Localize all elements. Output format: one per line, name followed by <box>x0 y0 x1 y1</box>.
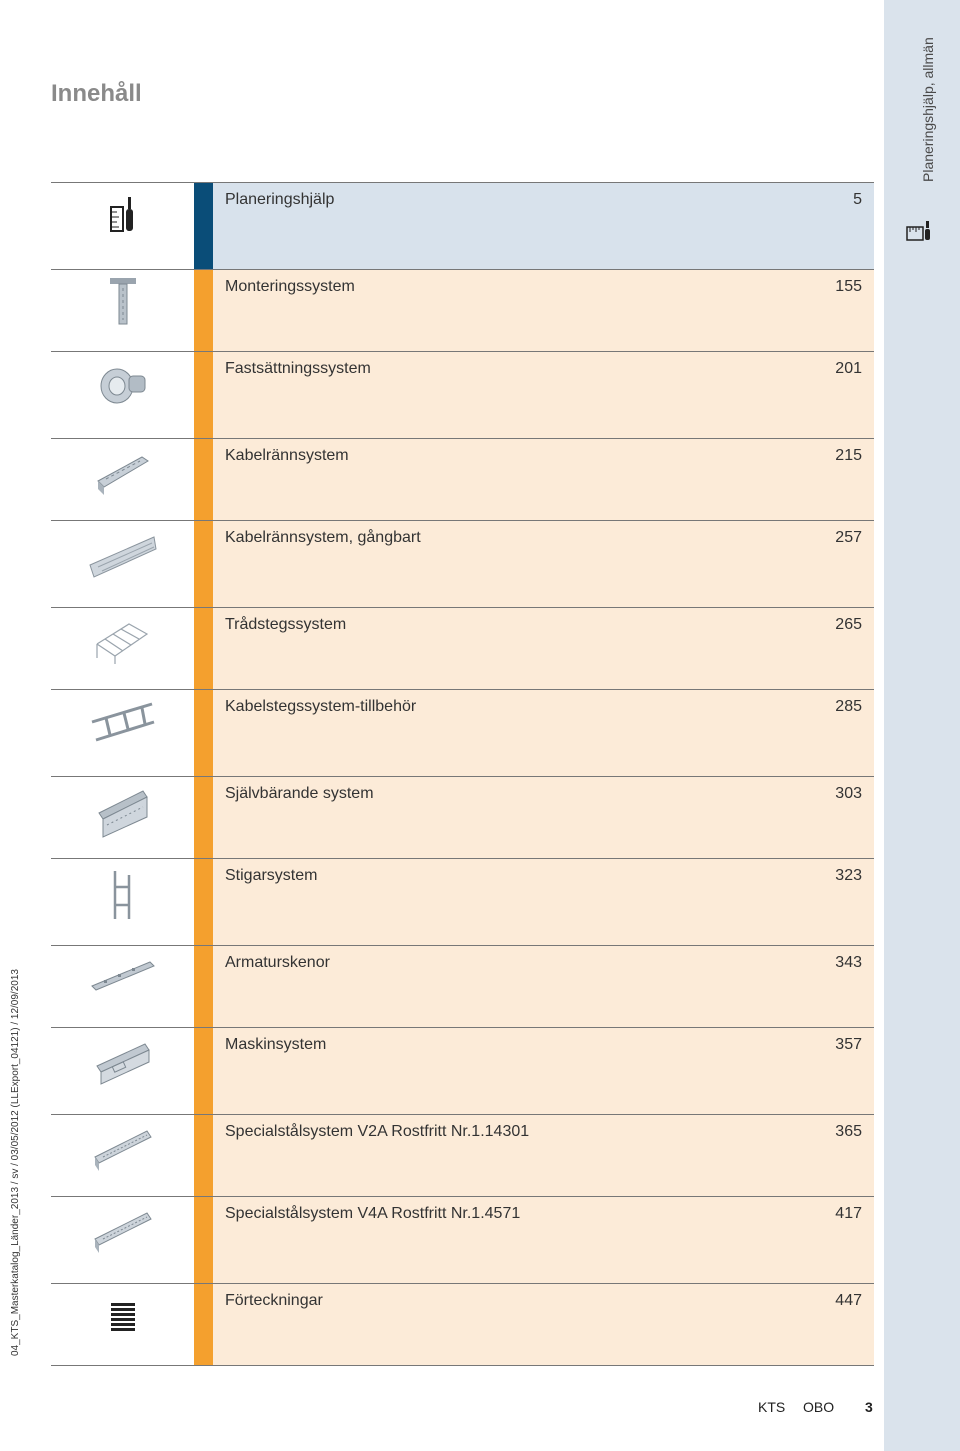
toc-row-label[interactable]: Fastsättningssystem <box>225 360 371 377</box>
table-of-contents <box>51 182 874 1366</box>
long-span-tray-icon <box>97 787 149 839</box>
toc-row-label[interactable]: Stigarsystem <box>225 867 318 884</box>
row-color-stripe <box>194 270 213 351</box>
toc-row-page[interactable]: 365 <box>835 1123 862 1140</box>
cable-tray-icon <box>96 449 150 497</box>
toc-row-page[interactable]: 155 <box>835 278 862 295</box>
print-metadata: 04_KTS_Masterkatalog_Länder_2013 / sv / 03/05/2012 (LLExport_04121) / 12/09/2013 <box>10 969 21 1356</box>
footer-brand-obo: OBO <box>803 1399 835 1415</box>
stainless-tray-v4a-icon <box>93 1207 153 1257</box>
wire-mesh-tray-icon <box>95 618 151 666</box>
mounting-post-icon <box>108 276 138 326</box>
side-tab-label: Planeringshjälp, allmän <box>920 37 936 182</box>
toc-row-page[interactable]: 343 <box>835 954 862 971</box>
ruler-screwdriver-icon <box>906 220 934 242</box>
toc-row[interactable] <box>51 859 874 946</box>
toc-row[interactable] <box>51 1115 874 1197</box>
walkable-tray-icon <box>88 531 158 581</box>
footer-brand-kts: KTS <box>758 1399 786 1415</box>
machine-tray-icon <box>95 1038 151 1086</box>
row-color-stripe <box>194 521 213 607</box>
luminaire-rail-icon <box>90 956 156 996</box>
cable-ladder-icon <box>90 700 156 746</box>
toc-row-page[interactable]: 257 <box>835 529 862 546</box>
toc-row[interactable] <box>51 946 874 1028</box>
toc-row[interactable] <box>51 1197 874 1284</box>
toc-row[interactable] <box>51 352 874 439</box>
row-color-stripe <box>194 183 213 269</box>
toc-row-label[interactable]: Specialstålsystem V4A Rostfritt Nr.1.4571 <box>225 1205 521 1222</box>
ruler-screwdriver-icon <box>109 195 137 235</box>
toc-row[interactable] <box>51 439 874 521</box>
toc-row-page[interactable]: 417 <box>835 1205 862 1222</box>
toc-row-label[interactable]: Kabelrännsystem <box>225 447 349 464</box>
stainless-tray-v2a-icon <box>93 1125 153 1175</box>
row-color-stripe <box>194 859 213 945</box>
toc-row-label[interactable]: Planeringshjälp <box>225 191 335 208</box>
toc-row[interactable] <box>51 1028 874 1115</box>
toc-row-label[interactable]: Trådstegssystem <box>225 616 347 633</box>
page-title: Innehåll <box>51 80 142 107</box>
toc-row[interactable] <box>51 1284 874 1366</box>
toc-row-label[interactable]: Maskinsystem <box>225 1036 327 1053</box>
toc-row-page[interactable]: 201 <box>835 360 862 377</box>
row-color-stripe <box>194 1115 213 1196</box>
toc-row-page[interactable]: 447 <box>835 1292 862 1309</box>
toc-row[interactable] <box>51 270 874 352</box>
toc-row-label[interactable]: Kabelstegssystem-tillbehör <box>225 698 417 715</box>
section-side-tab[interactable] <box>884 0 960 1451</box>
toc-row-page[interactable]: 303 <box>835 785 862 802</box>
toc-row-label[interactable]: Självbärande system <box>225 785 374 802</box>
footer-page-number: 3 <box>865 1399 873 1415</box>
row-color-stripe <box>194 1197 213 1283</box>
toc-row-page[interactable]: 357 <box>835 1036 862 1053</box>
toc-row-label[interactable]: Förteckningar <box>225 1292 323 1309</box>
toc-row-label[interactable]: Armaturskenor <box>225 954 330 971</box>
toc-row[interactable] <box>51 690 874 777</box>
row-color-stripe <box>194 1284 213 1365</box>
row-color-stripe <box>194 608 213 689</box>
row-color-stripe <box>194 777 213 858</box>
row-color-stripe <box>194 439 213 520</box>
row-color-stripe <box>194 690 213 776</box>
toc-row-page[interactable]: 215 <box>835 447 862 464</box>
toc-row[interactable] <box>51 521 874 608</box>
toc-row-page[interactable]: 5 <box>853 191 862 208</box>
toc-row-page[interactable]: 265 <box>835 616 862 633</box>
toc-row-page[interactable]: 285 <box>835 698 862 715</box>
toc-row[interactable] <box>51 777 874 859</box>
riser-ladder-icon <box>111 869 135 921</box>
toc-row[interactable] <box>51 183 874 270</box>
toc-row-label[interactable]: Specialstålsystem V2A Rostfritt Nr.1.14301 <box>225 1123 530 1140</box>
index-list-icon <box>110 1302 136 1334</box>
toc-row-page[interactable]: 323 <box>835 867 862 884</box>
row-color-stripe <box>194 352 213 438</box>
toc-row-label[interactable]: Monteringssystem <box>225 278 355 295</box>
toc-row[interactable] <box>51 608 874 690</box>
row-color-stripe <box>194 1028 213 1114</box>
toc-row-label[interactable]: Kabelrännsystem, gångbart <box>225 529 421 546</box>
fastener-icon <box>97 362 149 406</box>
row-color-stripe <box>194 946 213 1027</box>
